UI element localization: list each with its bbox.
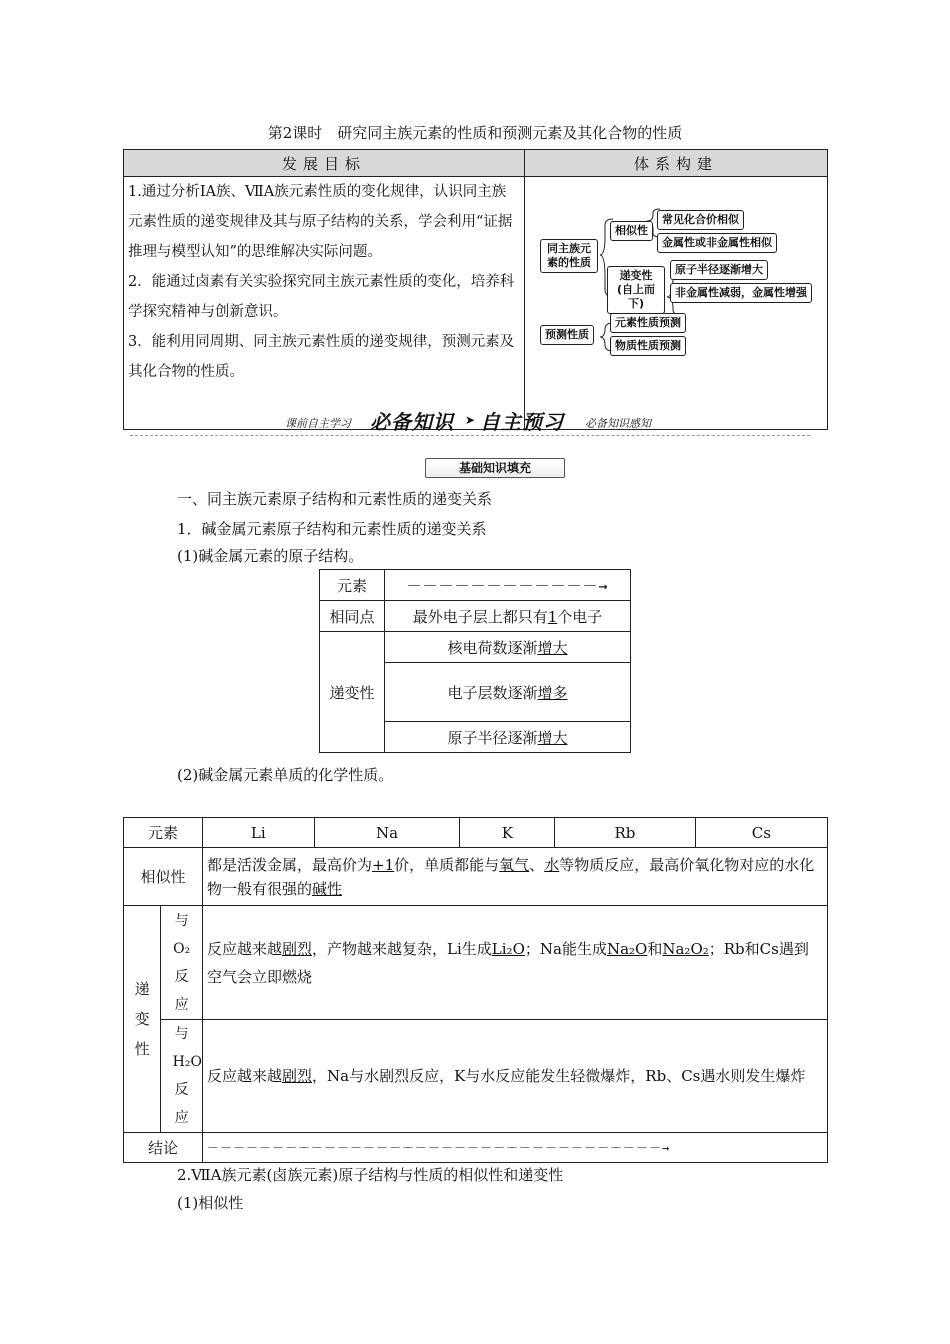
heading-3: (1)碱金属元素的原子结构。 [177, 547, 364, 565]
goal-1: 1.通过分析ⅠA族、ⅦA族元素性质的变化规律，认识同主族元素性质的递变规律及其与原子结构的关系，学会利用“证据推理与模型认知”的思维解决实际问题。 [128, 184, 513, 260]
chemical-properties-table [123, 817, 828, 1163]
cell-similar-label: 相似性 [124, 848, 203, 906]
node-radius: 原子半径逐渐增大 [670, 260, 768, 280]
heading-4: (2)碱金属元素单质的化学性质。 [177, 766, 394, 784]
cell-o2-label: 与O₂反应 [161, 906, 203, 1020]
goal-2: 2．能通过卤素有关实验探究同主族元素性质的变化，培养科学探究精神与创新意识。 [128, 274, 515, 320]
answer-1: 1 [547, 607, 558, 626]
page-title: 第2课时 研究同主族元素的性质和预测元素及其化合物的性质 [267, 124, 683, 142]
node-nonmetal: 非金属性减弱，金属性增强 [670, 283, 812, 303]
node-metallicity: 金属性或非金属性相似 [657, 233, 777, 253]
cell-similar-text: 都是活泼金属，最高价为+1价，单质都能与氧气、水等物质反应，最高价氧化物对应的水化物一般有很强的碱性 [203, 848, 828, 906]
goals-cell [124, 177, 525, 430]
cell-conclusion-label: 结论 [124, 1133, 203, 1163]
cell-conclusion-arrow: －－－－－－－－－－－－－－－－－－－－－－－－－－－－－－－－－－－→ [203, 1133, 828, 1163]
node-predict: 预测性质 [540, 325, 594, 345]
cell-same-label: 相同点 [320, 601, 385, 632]
cell-element-label: 元素 [320, 570, 385, 601]
cell-trend-label: 递变性 [124, 906, 161, 1133]
cell-h2o-text: 反应越来越剧烈，Na与水剧烈反应，K与水反应能发生轻微爆炸，Rb、Cs遇水则发生爆炸 [203, 1020, 828, 1133]
cell-element-header: 元素 [124, 818, 203, 848]
node-similarity: 相似性 [610, 221, 653, 241]
cell-cs: Cs [695, 818, 827, 848]
cell-o2-text: 反应越来越剧烈，产物越来越复杂，Li生成Li₂O；Na能生成Na₂O和Na₂O₂；Rb和Cs遇到空气会立即燃烧 [203, 906, 828, 1020]
banner-left: 课前自主学习 [285, 417, 351, 430]
cell-trend-1: 核电荷数逐渐增大 [385, 632, 631, 663]
banner-main2: 自主预习 [480, 410, 564, 434]
answer-4: 增大 [537, 728, 568, 747]
node-valence: 常见化合价相似 [657, 210, 744, 230]
cell-k: K [460, 818, 555, 848]
heading-1: 一、同主族元素原子结构和元素性质的递变关系 [177, 490, 493, 508]
cell-trend-3: 原子半径逐渐增大 [385, 722, 631, 753]
section-label: 基础知识填充 [425, 458, 565, 478]
atom-structure-table [319, 569, 631, 753]
node-group-properties: 同主族元素的性质 [540, 239, 598, 273]
heading-6: (1)相似性 [177, 1194, 244, 1212]
node-trend: 递变性(自上而下) [607, 266, 665, 314]
section-banner [130, 405, 810, 436]
cell-h2o-label: 与H₂O反应 [161, 1020, 203, 1133]
banner-main: 必备知识 [370, 410, 454, 434]
header-goals: 发展目标 [124, 150, 525, 177]
node-predict-substance: 物质性质预测 [610, 336, 686, 356]
header-structure: 体系构建 [525, 150, 828, 177]
cell-trend-2: 电子层数逐渐增多 [385, 663, 631, 722]
cell-na: Na [314, 818, 460, 848]
goals-table [123, 149, 828, 430]
cell-element-arrow: －－－－－－－－－－－－→ [385, 570, 631, 601]
answer-3: 增多 [537, 683, 568, 702]
heading-5: 2.ⅦA族元素(卤族元素)原子结构与性质的相似性和递变性 [177, 1166, 564, 1184]
cell-same-value: 最外电子层上都只有1个电子 [385, 601, 631, 632]
banner-right: 必备知识感知 [585, 417, 651, 430]
node-predict-element: 元素性质预测 [610, 313, 686, 333]
concept-diagram [525, 177, 828, 430]
goal-3: 3．能利用同周期、同主族元素性质的递变规律，预测元素及其化合物的性质。 [128, 334, 515, 380]
answer-2: 增大 [537, 638, 568, 657]
heading-2: 1．碱金属元素原子结构和元素性质的递变关系 [177, 520, 487, 538]
cell-trend-label: 递变性 [320, 632, 385, 753]
cell-li: Li [203, 818, 315, 848]
arrow-icon: ➤ [465, 413, 476, 427]
cell-rb: Rb [555, 818, 695, 848]
